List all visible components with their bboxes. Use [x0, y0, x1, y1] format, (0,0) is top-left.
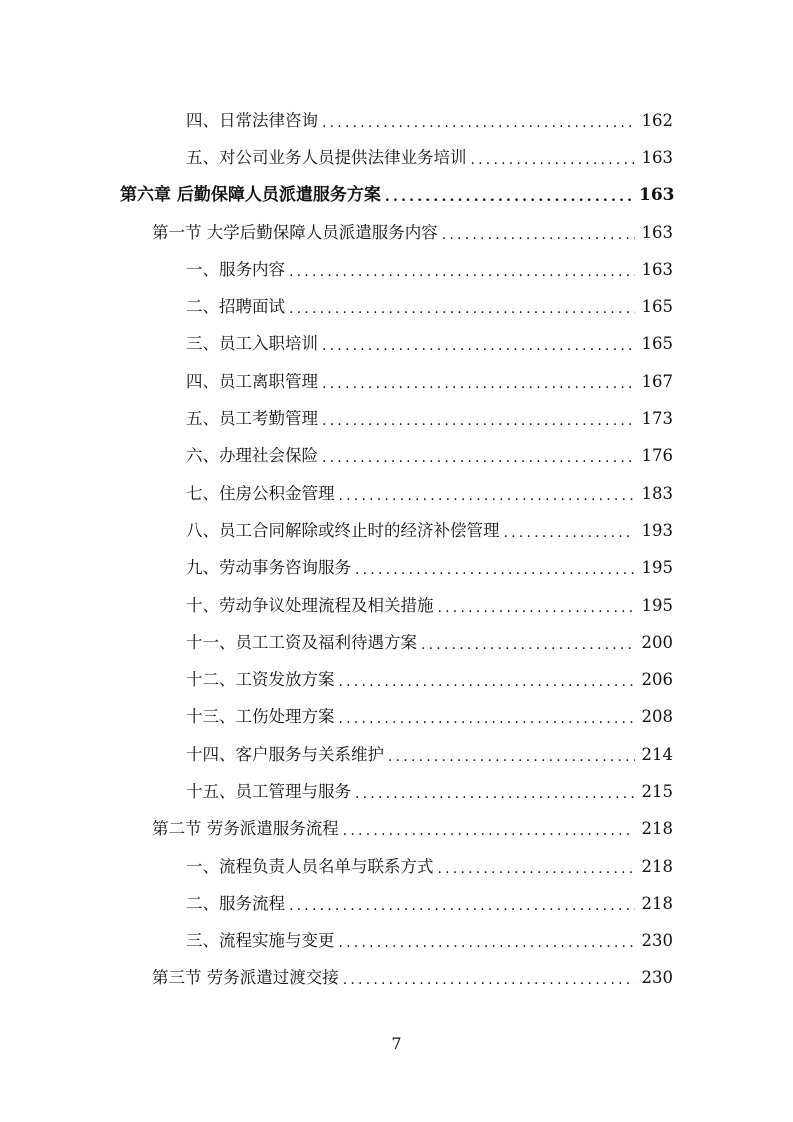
dot-leader: [442, 225, 635, 245]
dot-leader: [339, 709, 636, 729]
dot-leader: [339, 672, 636, 692]
dot-leader: [322, 113, 635, 133]
toc-entry-title: 第一节 大学后勤保障人员派遣服务内容: [152, 222, 438, 242]
toc-entry-page-number: 162: [641, 110, 673, 130]
toc-entry-title: 十、劳动争议处理流程及相关措施: [186, 595, 434, 615]
page-number: 7: [391, 1034, 402, 1053]
toc-subsection-entry[interactable]: [0, 363, 793, 400]
toc-entry-title: 七、住房公积金管理: [186, 483, 335, 503]
dot-leader: [504, 523, 636, 543]
dot-leader: [355, 784, 635, 804]
toc-entry-page-number: 165: [641, 334, 673, 354]
toc-entry-title: 九、劳动事务咨询服务: [186, 558, 351, 578]
toc-entry-page-number: 230: [641, 931, 673, 951]
toc-entry-title: 四、员工离职管理: [186, 371, 318, 391]
toc-subsection-entry[interactable]: [0, 550, 793, 587]
toc-subsection-entry[interactable]: [0, 699, 793, 736]
toc-entry-page-number: 215: [641, 781, 673, 801]
dot-leader: [343, 821, 635, 841]
toc-chapter-entry[interactable]: [0, 177, 793, 214]
dot-leader: [289, 262, 635, 282]
toc-entry-page-number: 163: [639, 185, 675, 206]
toc-subsection-entry[interactable]: [0, 251, 793, 288]
toc-entry-page-number: 193: [641, 520, 673, 540]
table-of-contents: [0, 102, 793, 997]
toc-entry-title: 五、对公司业务人员提供法律业务培训: [186, 147, 467, 167]
toc-entry-title: 三、流程实施与变更: [186, 931, 335, 951]
dot-leader: [343, 970, 635, 990]
toc-subsection-entry[interactable]: [0, 512, 793, 549]
toc-subsection-entry[interactable]: [0, 773, 793, 810]
dot-leader: [385, 187, 635, 207]
toc-entry-page-number: 218: [641, 819, 673, 839]
toc-entry-title: 一、流程负责人员名单与联系方式: [186, 856, 434, 876]
toc-entry-title: 十一、员工工资及福利待遇方案: [186, 632, 417, 652]
toc-subsection-entry[interactable]: [0, 624, 793, 661]
toc-entry-page-number: 214: [641, 744, 673, 764]
toc-entry-title: 第六章 后勤保障人员派遣服务方案: [120, 185, 381, 206]
toc-subsection-entry[interactable]: [0, 661, 793, 698]
toc-subsection-entry[interactable]: [0, 400, 793, 437]
toc-entry-page-number: 176: [641, 446, 673, 466]
dot-leader: [322, 374, 635, 394]
toc-entry-title: 八、员工合同解除或终止时的经济补偿管理: [186, 520, 500, 540]
toc-subsection-entry[interactable]: [0, 848, 793, 885]
dot-leader: [339, 933, 636, 953]
dot-leader: [289, 299, 635, 319]
toc-entry-title: 五、员工考勤管理: [186, 409, 318, 429]
toc-subsection-entry[interactable]: [0, 139, 793, 176]
dot-leader: [471, 150, 636, 170]
dot-leader: [438, 598, 636, 618]
toc-entry-page-number: 173: [641, 409, 673, 429]
dot-leader: [322, 336, 635, 356]
toc-entry-page-number: 163: [641, 222, 673, 242]
toc-entry-page-number: 218: [641, 893, 673, 913]
toc-entry-page-number: 195: [641, 595, 673, 615]
toc-subsection-entry[interactable]: [0, 885, 793, 922]
toc-entry-page-number: 163: [641, 259, 673, 279]
toc-entry-title: 六、办理社会保险: [186, 446, 318, 466]
toc-entry-page-number: 163: [641, 147, 673, 167]
toc-entry-title: 一、服务内容: [186, 259, 285, 279]
toc-subsection-entry[interactable]: [0, 923, 793, 960]
toc-entry-title: 二、服务流程: [186, 893, 285, 913]
toc-entry-title: 十二、工资发放方案: [186, 670, 335, 690]
toc-section-entry[interactable]: [0, 811, 793, 848]
dot-leader: [289, 896, 635, 916]
toc-subsection-entry[interactable]: [0, 587, 793, 624]
toc-entry-title: 十五、员工管理与服务: [186, 781, 351, 801]
toc-subsection-entry[interactable]: [0, 475, 793, 512]
toc-entry-title: 三、员工入职培训: [186, 334, 318, 354]
toc-entry-page-number: 208: [641, 707, 673, 727]
toc-entry-page-number: 167: [641, 371, 673, 391]
toc-entry-title: 十三、工伤处理方案: [186, 707, 335, 727]
toc-entry-page-number: 165: [641, 297, 673, 317]
dot-leader: [322, 448, 635, 468]
toc-entry-page-number: 183: [641, 483, 673, 503]
toc-subsection-entry[interactable]: [0, 102, 793, 139]
dot-leader: [388, 747, 635, 767]
toc-subsection-entry[interactable]: [0, 736, 793, 773]
toc-subsection-entry[interactable]: [0, 438, 793, 475]
toc-entry-page-number: 218: [641, 856, 673, 876]
toc-entry-page-number: 206: [641, 670, 673, 690]
toc-entry-title: 十四、客户服务与关系维护: [186, 744, 384, 764]
toc-entry-title: 第三节 劳务派遣过渡交接: [152, 968, 339, 988]
dot-leader: [355, 560, 635, 580]
toc-subsection-entry[interactable]: [0, 326, 793, 363]
toc-entry-page-number: 230: [641, 968, 673, 988]
toc-section-entry[interactable]: [0, 214, 793, 251]
toc-section-entry[interactable]: [0, 960, 793, 997]
toc-subsection-entry[interactable]: [0, 288, 793, 325]
dot-leader: [438, 859, 636, 879]
toc-entry-title: 第二节 劳务派遣服务流程: [152, 819, 339, 839]
dot-leader: [339, 486, 636, 506]
toc-entry-title: 四、日常法律咨询: [186, 110, 318, 130]
toc-entry-page-number: 195: [641, 558, 673, 578]
toc-entry-title: 二、招聘面试: [186, 297, 285, 317]
toc-entry-page-number: 200: [641, 632, 673, 652]
dot-leader: [322, 411, 635, 431]
dot-leader: [421, 635, 635, 655]
